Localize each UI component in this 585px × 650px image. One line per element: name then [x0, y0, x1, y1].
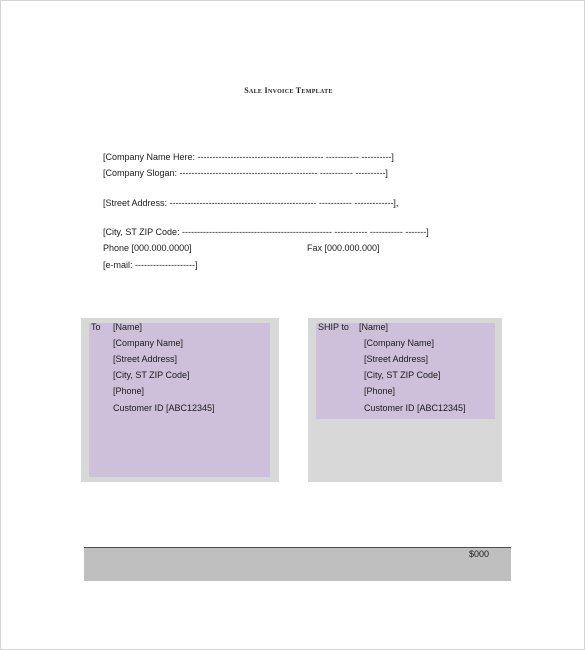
ship-to-company: [Company Name]	[364, 338, 435, 348]
bill-to-panel	[81, 318, 279, 482]
bill-to-name: [Name]	[113, 322, 143, 332]
ship-to-label: SHIP to	[318, 322, 349, 332]
bill-to-company: [Company Name]	[113, 338, 184, 348]
phone-line: Phone [000.000.0000]	[103, 243, 192, 253]
bill-to-label: To	[91, 322, 101, 332]
fax-line: Fax [000.000.000]	[307, 243, 380, 253]
bill-to-phone: [Phone]	[113, 386, 145, 396]
ship-to-customer-id: Customer ID [ABC12345]	[364, 403, 466, 413]
total-amount: $000	[468, 549, 489, 559]
bill-to-street: [Street Address]	[113, 354, 178, 364]
ship-to-street: [Street Address]	[364, 354, 429, 364]
company-slogan-line: [Company Slogan: ---------------------------------------------- ----------- ----------]	[103, 168, 388, 178]
bill-to-city: [City, ST ZIP Code]	[113, 370, 190, 380]
email-line: [e-mail: --------------------]	[103, 260, 198, 270]
total-bar	[84, 547, 511, 581]
ship-to-panel	[308, 318, 502, 482]
ship-to-phone: [Phone]	[364, 386, 396, 396]
ship-to-name: [Name]	[359, 322, 389, 332]
bill-to-customer-id: Customer ID [ABC12345]	[113, 403, 215, 413]
company-name-line: [Company Name Here: ------------------------------------------ ----------- ----------]	[103, 152, 394, 162]
street-address-line: [Street Address: ------------------------------------------------- ----------- -------------],	[103, 198, 399, 208]
document-title: Sale Invoice Template	[244, 86, 333, 95]
city-zip-line: [City, ST ZIP Code: -------------------------------------------------- ----------- ----------- -------]	[103, 227, 429, 237]
ship-to-city: [City, ST ZIP Code]	[364, 370, 441, 380]
